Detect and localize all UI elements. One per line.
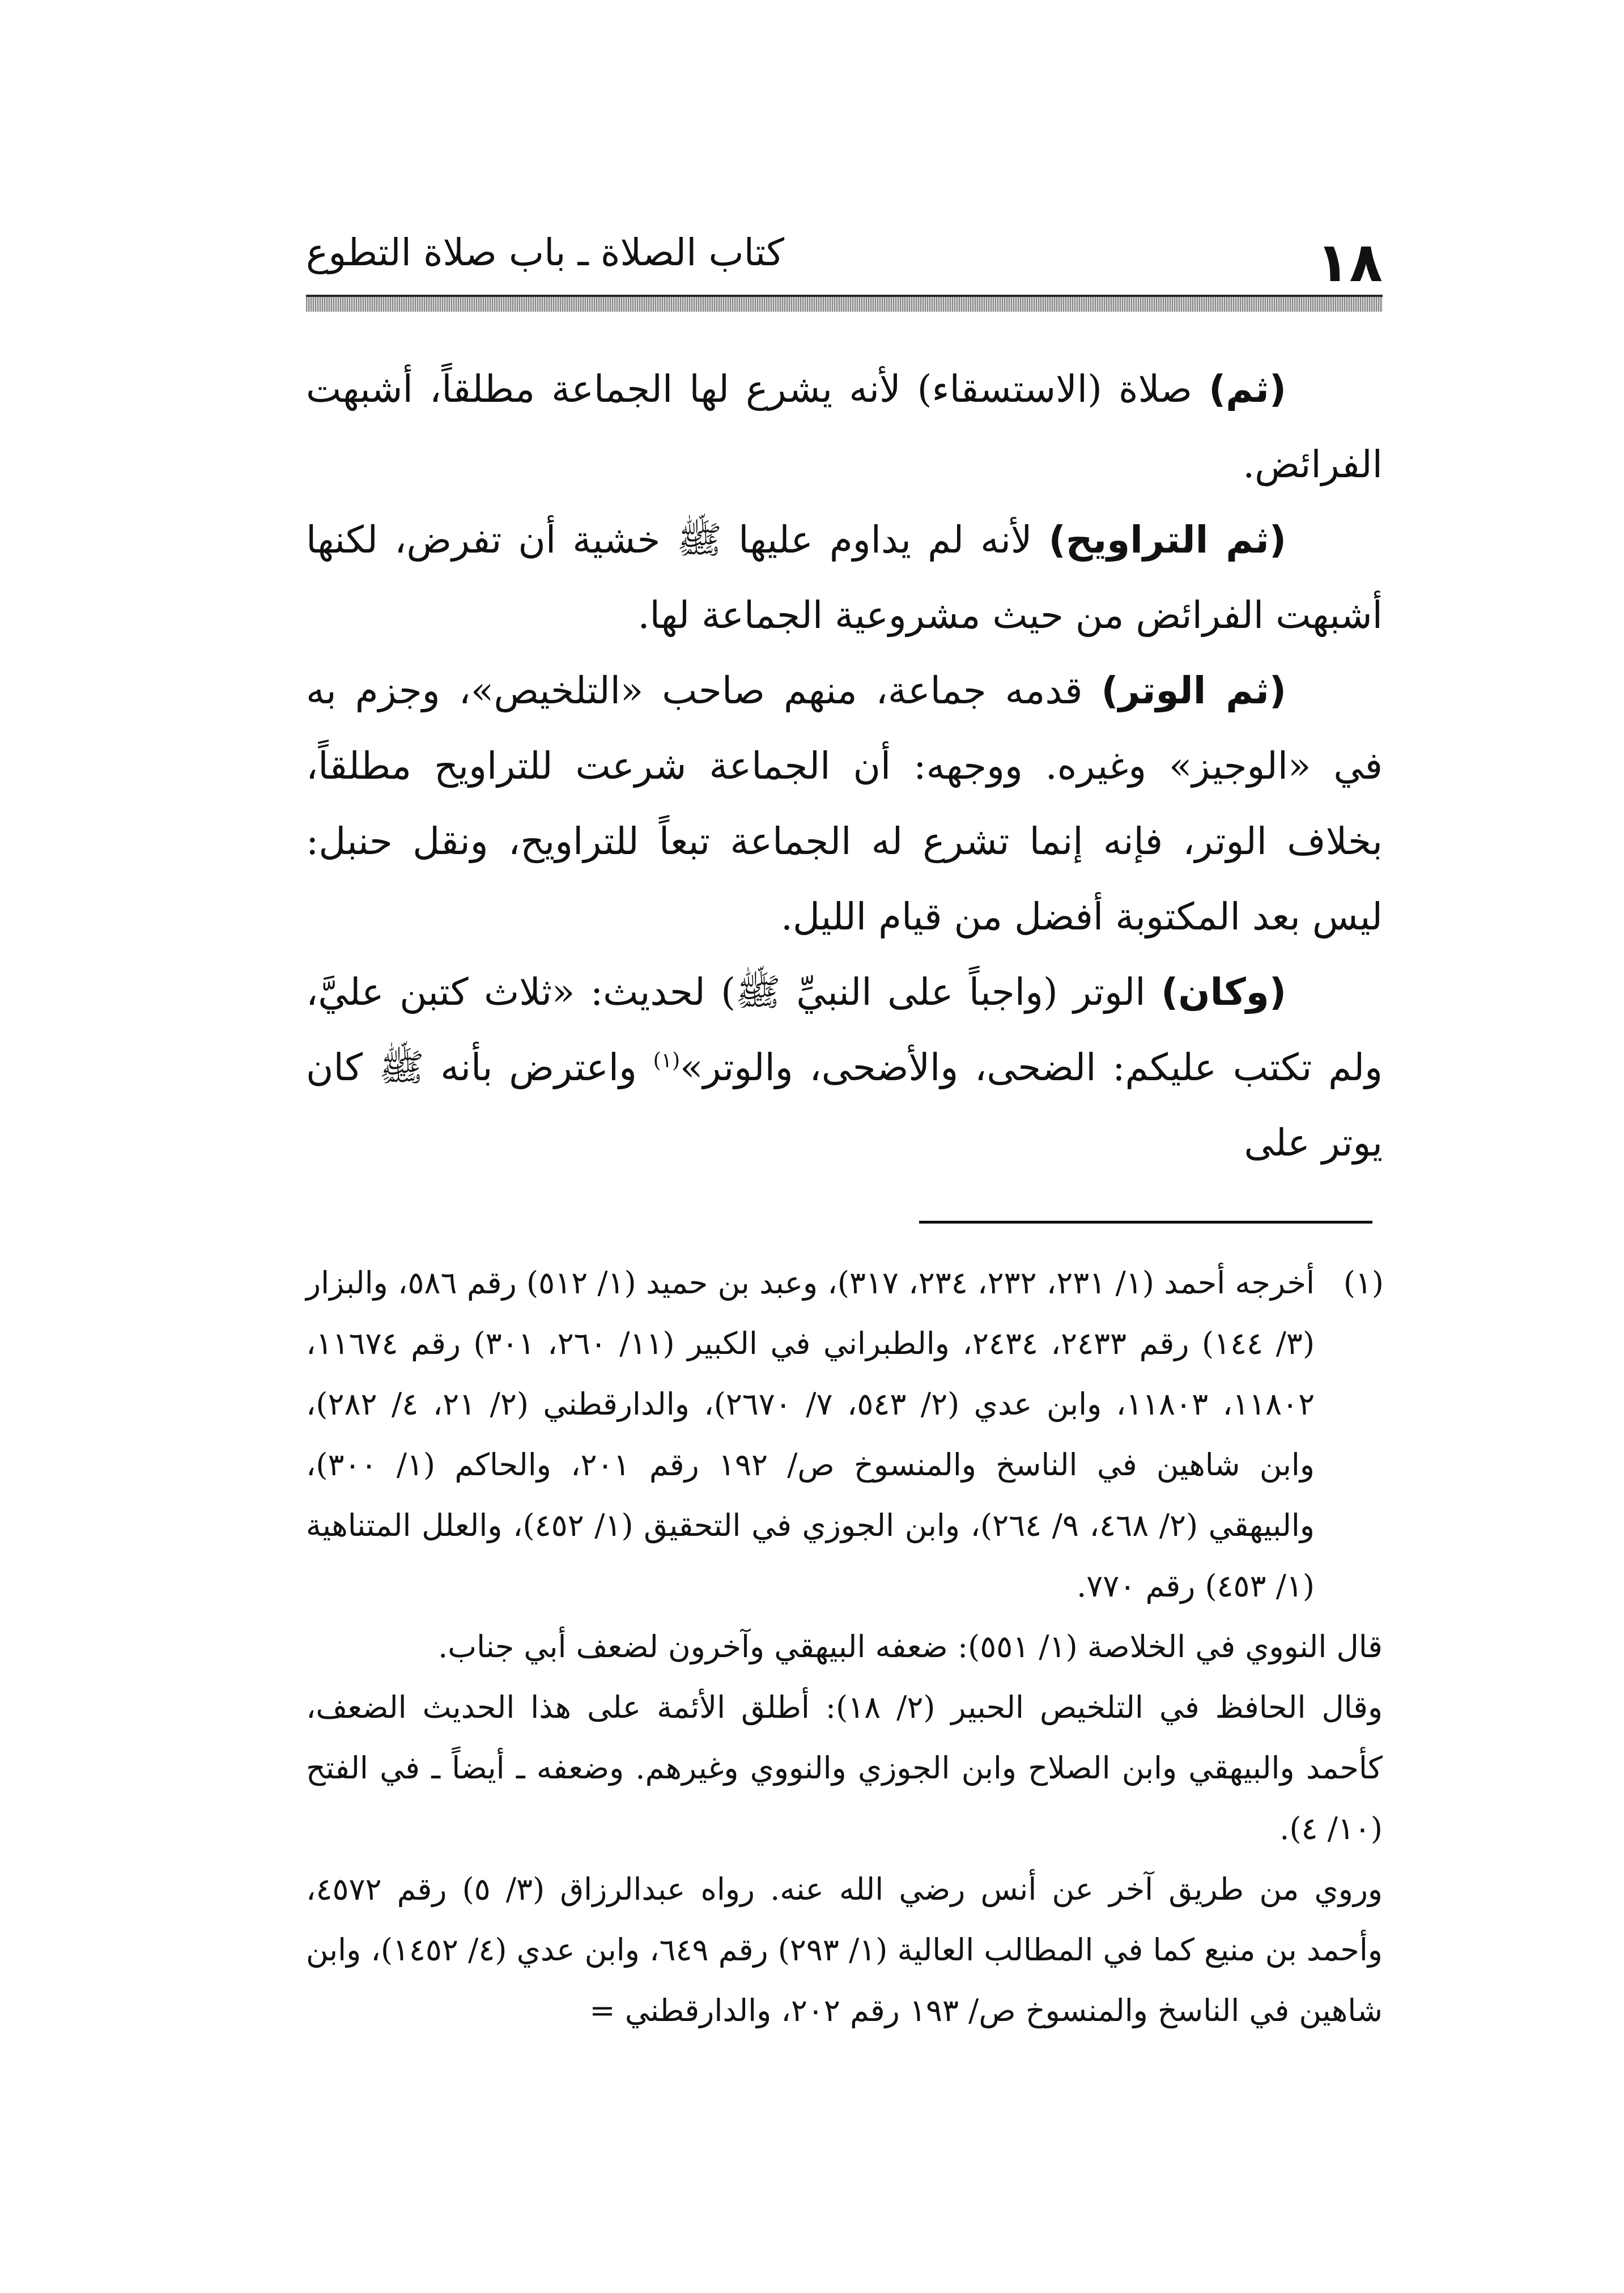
footnote-source-list: أخرجه أحمد (١/ ٢٣١، ٢٣٢، ٢٣٤، ٣١٧)، وعبد بن حميد (١/ ٥١٢) رقم ٥٨٦، والبزار (٣/ ١٤٤) رقم ٢٤٣٣، ٢٤٣٤، والطبراني في الكبير (١١/ ٢٦٠، ٣٠١) رقم ١١٦٧٤، ١١٨٠٢، ١١٨٠٣، وابن عدي (٢/ ٥٤٣، ٧/ ٢٦٧٠)، والدارقطني (٢/ ٢١، ٤/ ٢٨٢)، وابن شاهين في الناسخ والمنسوخ ص/ ١٩٢ رقم ٢٠١، والحاكم (١/ ٣٠٠)، والبيهقي (٢/ ٤٦٨، ٩/ ٢٦٤)، وابن الجوزي في التحقيق (١/ ٤٥٢)، والعلل المتناهية (١/ ٤٥٣) رقم ٧٧٠. bbox=[306, 1265, 1315, 1604]
paragraph-text: قدمه جماعة، منهم صاحب «التلخيص»، وجزم به في «الوجيز» وغيره. ووجهه: أن الجماعة شرعت للتراويح مطلقاً، بخلاف الوتر، فإنه إنما تشرع له الجماعة تبعاً للتراويح، ونقل حنبل: ليس بعد المكتوبة أفضل من قيام الليل. bbox=[306, 669, 1383, 939]
paragraph-text: صلاة (الاستسقاء) لأنه يشرع لها الجماعة مطلقاً، أشبهت الفرائض. bbox=[306, 367, 1383, 486]
paragraph-lead: (ثم) bbox=[1209, 367, 1286, 411]
paragraph-wajib bbox=[306, 954, 1383, 1181]
footnote-anas-route: وروي من طريق آخر عن أنس رضي الله عنه. رواه عبدالرزاق (٣/ ٥) رقم ٤٥٧٢، وأحمد بن منيع كما في المطالب العالية (١/ ٢٩٣) رقم ٦٤٩، وابن عدي (٤/ ١٤٥٢)، وابن شاهين في الناسخ والمنسوخ ص/ ١٩٣ رقم ٢٠٢، والدارقطني = bbox=[306, 1871, 1383, 2028]
paragraph-taraweeh bbox=[306, 502, 1383, 653]
paragraph-lead: (ثم التراويح) bbox=[1048, 518, 1286, 562]
page-number: ١٨ bbox=[1316, 231, 1383, 294]
running-header bbox=[306, 224, 1383, 292]
header-rule bbox=[306, 295, 1383, 312]
footnote-nawawi: قال النووي في الخلاصة (١/ ٥٥١): ضعفه البيهقي وآخرون لضعف أبي جناب. bbox=[438, 1629, 1383, 1664]
paragraph-text: واعترض بأنه ﷺ كان يوتر على bbox=[306, 1046, 1383, 1165]
footnote-separator bbox=[919, 1221, 1372, 1224]
paragraph-lead: (ثم الوتر) bbox=[1101, 669, 1286, 712]
main-text bbox=[306, 351, 1383, 1196]
footnotes bbox=[306, 1252, 1383, 2097]
paragraph-lead: (وكان) bbox=[1161, 970, 1286, 1014]
running-title: كتاب الصلاة ـ باب صلاة التطوع bbox=[306, 231, 785, 274]
paragraph-istisqa bbox=[306, 351, 1383, 502]
footnote-reference[interactable]: (١) bbox=[653, 1049, 681, 1072]
paragraph-text: لأنه لم يداوم عليها ﷺ خشية أن تفرض، لكنها أشبهت الفرائض من حيث مشروعية الجماعة لها. bbox=[306, 518, 1383, 637]
footnote-hafiz: وقال الحافظ في التلخيص الحبير (٢/ ١٨): أطلق الأئمة على هذا الحديث الضعف، كأحمد والبيهقي وابن الصلاح وابن الجوزي والنووي وغيرهم. وضعفه ـ أيضاً ـ في الفتح (١٠/ ٤). bbox=[306, 1689, 1383, 1846]
paragraph-text: الوتر (واجباً على النبيِّ ﷺ) لحديث: «ثلاث كتبن عليَّ، ولم تكتب عليكم: الضحى، والأضحى، والوتر» bbox=[306, 970, 1383, 1089]
footnote-number: (١) bbox=[1343, 1265, 1384, 1301]
paragraph-witr bbox=[306, 653, 1383, 954]
